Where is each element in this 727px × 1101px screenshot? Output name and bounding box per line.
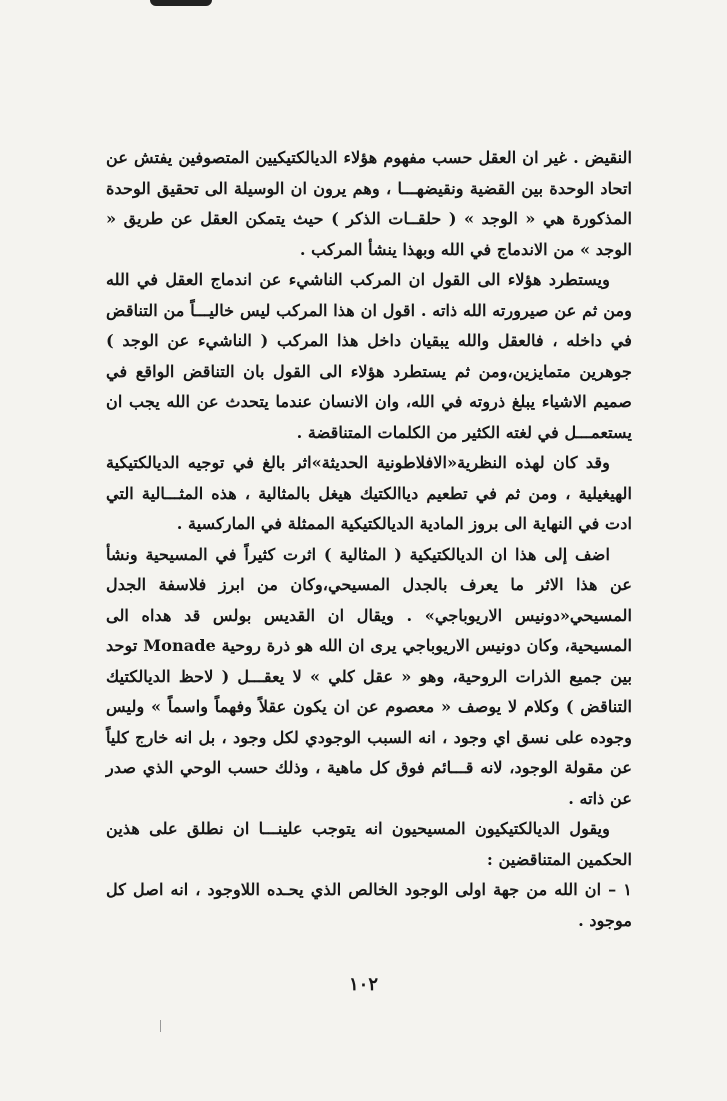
paragraph-3: وقد كان لهذه النظرية«الافلاطونية الحديثة»اثر بالغ في توجيه الديالكتيكية الهيغيلية ، ومن ثم في تطعيم دياالكتيك هيغل بالمثالية ، هذه المثـــالية التي ادت في النهاية الى بروز المادية الديالكتيكية الممثلة في الماركسية . [106, 453, 632, 533]
numbered-item-1: ١ – ان الله من جهة اولى الوجود الخالص الذي يحـده اللاوجود ، انه اصل كل موجود . [106, 880, 632, 930]
paragraph-4: اضف إلى هذا ان الديالكتيكية ( المثالية ) اثرت كثيراً في المسيحية ونشأ عن هذا الاثر ما يعرف بالجدل المسيحي،وكان من ابرز فلاسفة الجدل المسيحي«دونيس الاريوباجي» . ويقال ان القديس بولس قد هداه الى المسيحية، وكان دونيس الاريوباجي يرى ان الله هو ذرة روحية Monade توحد بين جميع الذرات الروحية، وهو « عقل كلي » لا يعقـــل ( لاحظ الديالكتيك التناقض ) وكلام لا يوصف « معصوم عن ان يكون عقلاً وفهماً واسماً » وليس وجوده على نسق اي وجود ، انه السبب الوجودي لكل وجود ، بل انه خارج كلياً عن مقولة الوجود، لانه قـــائم فوق كل ماهية ، وذلك حسب الوحي الذي صدر عن ذاته . [106, 544, 632, 808]
paragraph-2: ويستطرد هؤلاء الى القول ان المركب الناشيء عن اندماج العقل في الله ومن ثم عن صيرورته الله ذاته . اقول ان هذا المركب ليس خاليـــاً من التناقض في داخله ، فالعقل والله يبقيان داخل هذا المركب ( الناشيء عن الوجد ) جوهرين متمايزين،ومن ثم يستطرد هؤلاء الى القول بان التناقض الواقع في صميم الاشياء يبلغ ذروته في الله، وان الانسان عندما يتحدث عن الله يجب ان يستعمـــل في لغته الكثير من الكلمات المتناقضة . [106, 270, 632, 442]
paragraph-5: ويقول الديالكتيكيون المسيحيون انه يتوجب علينـــا ان نطلق على هذين الحكمين المتناقضين : [106, 819, 632, 869]
top-edge-mark [150, 0, 212, 6]
paragraph-1: النقيض . غير ان العقل حسب مفهوم هؤلاء الديالكتيكيين المتصوفين يفتش عن اتحاد الوحدة بين القضية ونقيضهـــا ، وهم يرون ان الوسيلة الى تحقيق الوحدة المذكورة هي « الوجد » ( حلقــات الذكر ) حيث يتمكن العقل عن طريق « الوجد » من الاندماج في الله وبهذا ينشأ المركب . [106, 148, 632, 259]
page-body [106, 143, 632, 936]
page-number: ١٠٢ [348, 974, 378, 995]
scan-mark [160, 1020, 161, 1032]
